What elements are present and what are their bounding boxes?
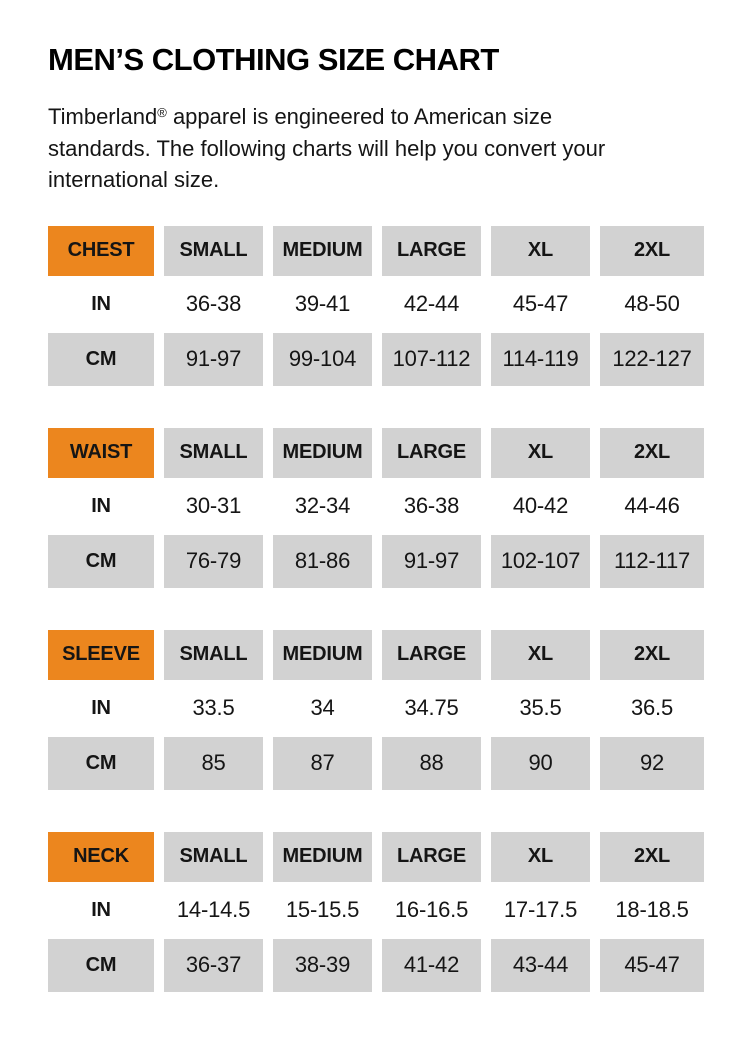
size-value-cell: 39-41 <box>294 291 351 316</box>
size-value-cell: 43-44 <box>491 939 590 992</box>
measurement-row-label-in: IN <box>91 898 111 921</box>
size-value-cell: 91-97 <box>382 535 481 588</box>
size-value-cell: 92 <box>600 737 704 790</box>
size-value-cell: 40-42 <box>512 493 569 518</box>
size-value-cell: 112-117 <box>600 535 704 588</box>
size-value-cell: 88 <box>382 737 481 790</box>
size-value-cell: 30-31 <box>185 493 242 518</box>
size-value-cell: 33.5 <box>192 695 235 720</box>
measurement-row-label-cm: CM <box>48 939 154 992</box>
table-title-cell: SLEEVE <box>48 630 154 680</box>
size-value-cell: 107-112 <box>382 333 481 386</box>
brand-name: Timberland <box>48 104 158 129</box>
measurement-row-label-in: IN <box>91 292 111 315</box>
measurement-row-label-in: IN <box>91 696 111 719</box>
size-value-cell: 34 <box>310 695 335 720</box>
size-value-cell: 102-107 <box>491 535 590 588</box>
size-value-cell: 32-34 <box>294 493 351 518</box>
size-column-header: XL <box>491 428 590 478</box>
size-column-header: 2XL <box>600 630 704 680</box>
size-column-header: MEDIUM <box>273 630 372 680</box>
size-column-header: XL <box>491 226 590 276</box>
size-value-cell: 114-119 <box>491 333 590 386</box>
size-column-header: LARGE <box>382 630 481 680</box>
size-column-header: LARGE <box>382 226 481 276</box>
size-value-cell: 41-42 <box>382 939 481 992</box>
size-column-header: LARGE <box>382 832 481 882</box>
size-value-cell: 44-46 <box>624 493 680 518</box>
size-value-cell: 34.75 <box>404 695 459 720</box>
size-value-cell: 36-37 <box>164 939 263 992</box>
size-value-cell: 90 <box>491 737 590 790</box>
intro-line-1-text: apparel is engineered to American size <box>166 104 553 129</box>
page-title: MEN’S CLOTHING SIZE CHART <box>48 42 499 77</box>
size-value-cell: 36.5 <box>630 695 674 720</box>
size-value-cell: 85 <box>164 737 263 790</box>
measurement-row-label-cm: CM <box>48 333 154 386</box>
registered-trademark-symbol: ® <box>157 105 167 120</box>
size-column-header: MEDIUM <box>273 428 372 478</box>
intro-line-3: international size. <box>48 167 220 192</box>
size-table-waist <box>48 428 704 588</box>
size-column-header: SMALL <box>164 428 263 478</box>
measurement-row-label-in: IN <box>91 494 111 517</box>
size-column-header: SMALL <box>164 630 263 680</box>
table-title-cell: NECK <box>48 832 154 882</box>
size-column-header: 2XL <box>600 832 704 882</box>
measurement-row-label-cm: CM <box>48 737 154 790</box>
table-title-cell: CHEST <box>48 226 154 276</box>
size-column-header: 2XL <box>600 428 704 478</box>
size-value-cell: 36-38 <box>403 493 460 518</box>
size-column-header: MEDIUM <box>273 832 372 882</box>
size-value-cell: 45-47 <box>600 939 704 992</box>
size-table-neck <box>48 832 704 992</box>
size-column-header: MEDIUM <box>273 226 372 276</box>
size-value-cell: 16-16.5 <box>394 897 469 922</box>
size-column-header: XL <box>491 630 590 680</box>
size-value-cell: 18-18.5 <box>615 897 689 922</box>
intro-line-1 <box>48 101 750 133</box>
table-title-cell: WAIST <box>48 428 154 478</box>
size-value-cell: 48-50 <box>624 291 680 316</box>
size-value-cell: 14-14.5 <box>176 897 251 922</box>
size-value-cell: 87 <box>273 737 372 790</box>
size-value-cell: 122-127 <box>600 333 704 386</box>
size-value-cell: 36-38 <box>185 291 242 316</box>
size-value-cell: 81-86 <box>273 535 372 588</box>
size-value-cell: 38-39 <box>273 939 372 992</box>
size-column-header: SMALL <box>164 832 263 882</box>
size-column-header: LARGE <box>382 428 481 478</box>
size-value-cell: 76-79 <box>164 535 263 588</box>
size-value-cell: 45-47 <box>512 291 569 316</box>
size-column-header: 2XL <box>600 226 704 276</box>
size-column-header: XL <box>491 832 590 882</box>
size-value-cell: 42-44 <box>403 291 460 316</box>
measurement-row-label-cm: CM <box>48 535 154 588</box>
size-table-sleeve <box>48 630 704 790</box>
size-value-cell: 99-104 <box>273 333 372 386</box>
intro-paragraph <box>48 101 750 196</box>
size-table-chest <box>48 226 704 386</box>
intro-line-2: standards. The following charts will help you convert your <box>48 135 606 161</box>
size-value-cell: 35.5 <box>519 695 562 720</box>
size-column-header: SMALL <box>164 226 263 276</box>
size-value-cell: 91-97 <box>164 333 263 386</box>
size-value-cell: 15-15.5 <box>285 897 360 922</box>
size-value-cell: 17-17.5 <box>503 897 578 922</box>
